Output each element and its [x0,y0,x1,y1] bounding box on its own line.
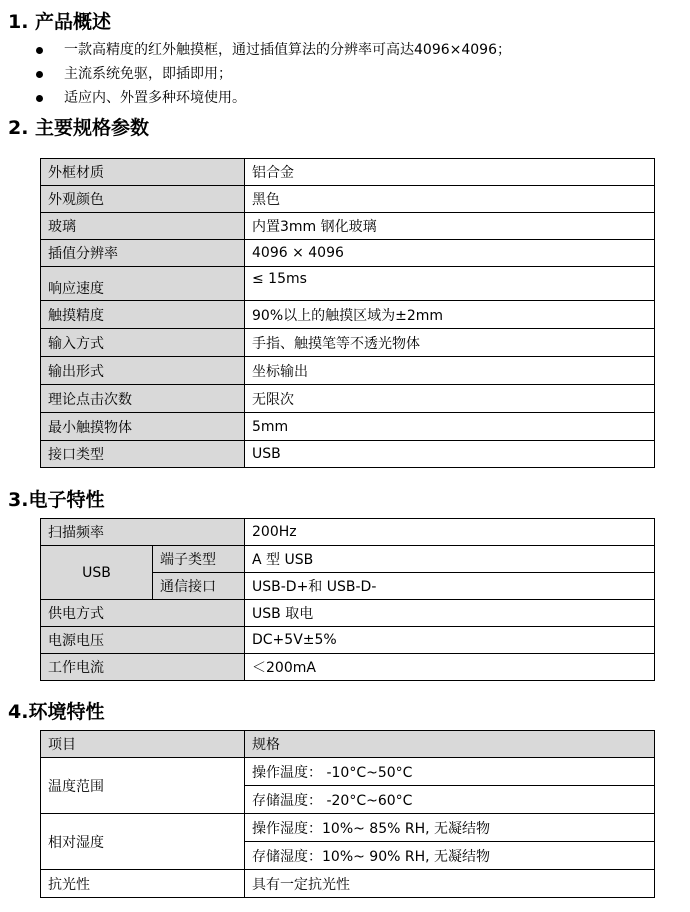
table-row [41,159,655,186]
table-row [41,814,655,842]
spec-value: 存储湿度：10%~ 90% RH, 无凝结物 [245,842,655,870]
table-row [41,385,655,413]
table-row [41,519,655,546]
spec-label: 抗光性 [41,870,245,898]
spec-label: 工作电流 [41,654,245,681]
table-row [41,301,655,329]
spec-value: 坐标输出 [245,357,655,385]
section-3-title: 3.电子特性 [8,489,105,511]
spec-value: A 型 USB [245,546,655,573]
electrical-table [40,518,655,681]
column-header-item: 项目 [41,731,245,758]
table-row [41,870,655,898]
spec-label: 输入方式 [41,329,245,357]
spec-value: 内置3mm 钢化玻璃 [245,213,655,240]
spec-value: 手指、触摸笔等不透光物体 [245,329,655,357]
section-4-title: 4.环境特性 [8,701,105,723]
table-row [41,758,655,786]
overview-list [30,38,511,110]
spec-value: ≤ 15ms [245,267,655,301]
spec-value: ＜200mA [245,654,655,681]
spec-value: USB-D+和 USB-D- [245,573,655,600]
table-row [41,654,655,681]
spec-label: 端子类型 [153,546,245,573]
table-row [41,186,655,213]
spec-label: 通信接口 [153,573,245,600]
spec-label: 供电方式 [41,600,245,627]
spec-label: 插值分辨率 [41,240,245,267]
table-row [41,213,655,240]
spec-label: 理论点击次数 [41,385,245,413]
spec-label: 接口类型 [41,441,245,468]
overview-item: 主流系统免驱，即插即用； [30,62,511,86]
spec-value: 4096 × 4096 [245,240,655,267]
spec-value: USB [245,441,655,468]
spec-label: 外观颜色 [41,186,245,213]
table-row [41,600,655,627]
table-row [41,413,655,441]
spec-label: 相对湿度 [41,814,245,870]
usb-label: USB [41,546,153,600]
overview-item: 适应内、外置多种环境使用。 [30,86,511,110]
spec-label: 扫描频率 [41,519,245,546]
spec-value: 5mm [245,413,655,441]
spec-label: 温度范围 [41,758,245,814]
spec-table [40,158,655,468]
spec-value: 无限次 [245,385,655,413]
spec-label: 最小触摸物体 [41,413,245,441]
spec-label: 外框材质 [41,159,245,186]
table-row [41,357,655,385]
spec-value: 操作湿度：10%~ 85% RH, 无凝结物 [245,814,655,842]
table-row [41,546,655,573]
spec-label: 输出形式 [41,357,245,385]
spec-label: 电源电压 [41,627,245,654]
spec-label: 触摸精度 [41,301,245,329]
spec-value: 操作温度： -10°C~50°C [245,758,655,786]
spec-value: DC+5V±5% [245,627,655,654]
environment-table [40,730,655,898]
spec-value: 具有一定抗光性 [245,870,655,898]
section-1-title: 1. 产品概述 [8,11,112,33]
spec-label: 玻璃 [41,213,245,240]
spec-value: USB 取电 [245,600,655,627]
spec-value: 90%以上的触摸区域为±2mm [245,301,655,329]
spec-value: 黑色 [245,186,655,213]
overview-item: 一款高精度的红外触摸框，通过插值算法的分辨率可高达4096×4096； [30,38,511,62]
table-row [41,627,655,654]
spec-label: 响应速度 [41,267,245,301]
table-row [41,329,655,357]
spec-value: 200Hz [245,519,655,546]
spec-value: 存储温度： -20°C~60°C [245,786,655,814]
table-row [41,441,655,468]
section-2-title: 2. 主要规格参数 [8,117,150,139]
table-row [41,267,655,301]
spec-value: 铝合金 [245,159,655,186]
table-row [41,240,655,267]
column-header-spec: 规格 [245,731,655,758]
table-header-row [41,731,655,758]
